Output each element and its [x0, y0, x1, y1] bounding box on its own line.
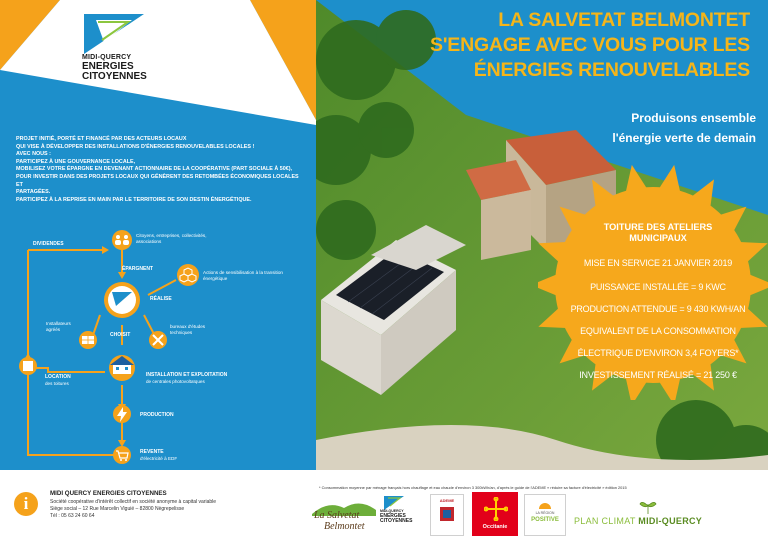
plan-climat-text-bold: MIDI-QUERCY [638, 516, 703, 526]
salvetat-line1: La Salvetat [314, 510, 360, 521]
headline-line: ÉNERGIES RENOUVELABLES [473, 59, 750, 81]
plan-climat-text: PLAN CLIMAT [574, 516, 636, 526]
label-citoyens: Citoyens, entreprises, collectivités, associations [136, 233, 207, 244]
coop-description: Société coopérative d'intérêt collectif en société anonyme à capital variable [50, 499, 217, 505]
project-stat: PUISSANCE INSTALLÉE = 9 KWC [590, 282, 726, 292]
mini-logo-line: ENERGIES [380, 513, 406, 519]
ademe-label: ADEME [439, 498, 455, 503]
label-actions: Actions de sensibilisation à la transition énergétique [203, 270, 283, 281]
headline [330, 8, 750, 83]
intro-line: PARTICIPEZ À LA REPRISE EN MAIN PAR LE TERRITOIRE DE SON DESTIN ÉNERGÉTIQUE. [16, 196, 252, 203]
footer [0, 470, 768, 543]
label-location-sub: des toitures [45, 381, 69, 386]
region-positive-line: POSITIVE [531, 517, 559, 523]
footnote: * Consommation moyenne par ménage français hors chauffage et eau chaude d'environ 3 300kWh/an, d'après le guide de l'ADEME « réduire sa facture d'électricité » édition 2015 [319, 485, 627, 490]
ademe-emblem-icon [440, 507, 454, 521]
label-installateurs: Installateurs agréés [46, 321, 71, 332]
left-panel [0, 0, 316, 470]
salvetat-logo [312, 496, 376, 536]
occitanie-logo [472, 492, 518, 536]
label-production: PRODUCTION [140, 412, 174, 418]
energies-citoyennes-mini-logo [376, 496, 424, 524]
right-panel [316, 0, 768, 470]
intro-line: PARTAGÉES. [16, 189, 51, 196]
occitanie-label: Occitanie [482, 524, 508, 530]
project-stat: MISE EN SERVICE 21 JANVIER 2019 [583, 258, 733, 268]
subheadline-line: l'énergie verte de demain [612, 131, 756, 145]
label-revente-sub: d'électricité à EDF [140, 456, 178, 461]
coop-phone: Tél : 05 63 24 60 64 [50, 513, 95, 519]
subheadline [456, 108, 756, 148]
logo-line-midi-quercy: MIDI-QUERCY [82, 54, 132, 61]
energies-citoyennes-mini-icon [384, 496, 404, 510]
headline-line: S'ENGAGE AVEC VOUS POUR LES [430, 34, 750, 56]
citizens-icon [112, 230, 132, 250]
label-revente: REVENTE [140, 449, 164, 455]
project-stat: PRODUCTION ATTENDUE = 9 430 KWH/AN [570, 304, 746, 314]
intro-line: MOBILISEZ VOTRE ÉPARGNE EN DEVENANT ACTIONNAIRE DE LA COOPÉRATIVE (PART SOCIALE À 50€), [16, 166, 293, 173]
awareness-icon [177, 264, 199, 286]
logo-line-energies: ENERGIES [82, 61, 134, 72]
occitanie-cross-icon [484, 497, 508, 521]
label-epargnent: ÉPARGNENT [122, 266, 154, 272]
region-positive-line: LA RÉGION [535, 511, 555, 515]
intro-line: QUI VISE À DÉVELOPPER DES INSTALLATIONS D'ÉNERGIES RENOUVELABLES LOCALES ! [16, 143, 255, 150]
label-realise: RÉALISE [150, 296, 172, 302]
intro-line: AVEC NOUS : [16, 151, 51, 158]
label-dividendes: DIVIDENDES [33, 241, 64, 247]
subheadline-line: Produisons ensemble [631, 111, 756, 125]
plan-climat-label [574, 516, 702, 526]
region-positive-logo [524, 494, 566, 536]
label-installation: INSTALLATION ET EXPLOITATION [146, 372, 228, 378]
salvetat-line2: Belmontet [324, 521, 365, 532]
loop-bottom-line [28, 372, 122, 455]
project-stat: EQUIVALENT DE LA CONSOMMATION [580, 326, 736, 336]
logo-line-citoyennes: CITOYENNES [82, 71, 147, 82]
label-choisit: CHOISIT [110, 332, 131, 338]
cart-icon [113, 446, 131, 464]
plan-climat-leaf-icon [638, 498, 658, 514]
label-installation-sub: de centrales photovoltaïques [146, 379, 205, 384]
intro-line: POUR INVESTIR DANS DES PROJETS LOCAUX QUI GÉNÈRENT DES RETOMBÉES ÉCONOMIQUES LOCALES ET [16, 173, 299, 188]
project-stat: INVESTISSEMENT RÉALISÉ = 21 250 € [579, 370, 737, 380]
project-title [548, 222, 768, 244]
intro-line: PROJET INITIÉ, PORTÉ ET FINANCÉ PAR DES ACTEURS LOCAUX [16, 136, 187, 142]
sun-shape [538, 160, 768, 400]
label-location: LOCATION [45, 374, 71, 380]
mini-logo-line: CITOYENNES [380, 518, 413, 524]
headline-line: LA SALVETAT BELMONTET [498, 9, 750, 31]
sun-small-icon [537, 497, 553, 509]
ademe-logo [430, 494, 464, 536]
project-stat: ÉLECTRIQUE D'ENVIRON 3,4 FOYERS* [577, 348, 739, 358]
coop-address: Siège social – 12 Rue Marcelin Viguié – 82800 Nègrepelisse [50, 506, 185, 512]
intro-line: PARTICIPEZ À UNE GOUVERNANCE LOCALE, [16, 158, 136, 165]
project-title-line: MUNICIPAUX [629, 233, 687, 243]
coop-name: MIDI QUERCY ENERGIES CITOYENNES [50, 490, 167, 497]
mini-logo-line: MIDI-QUERCY [380, 509, 404, 513]
label-bureaux: bureaux d'études techniques [170, 324, 206, 335]
project-title-line: TOITURE DES ATELIERS [603, 222, 713, 232]
info-icon: i [14, 492, 38, 516]
